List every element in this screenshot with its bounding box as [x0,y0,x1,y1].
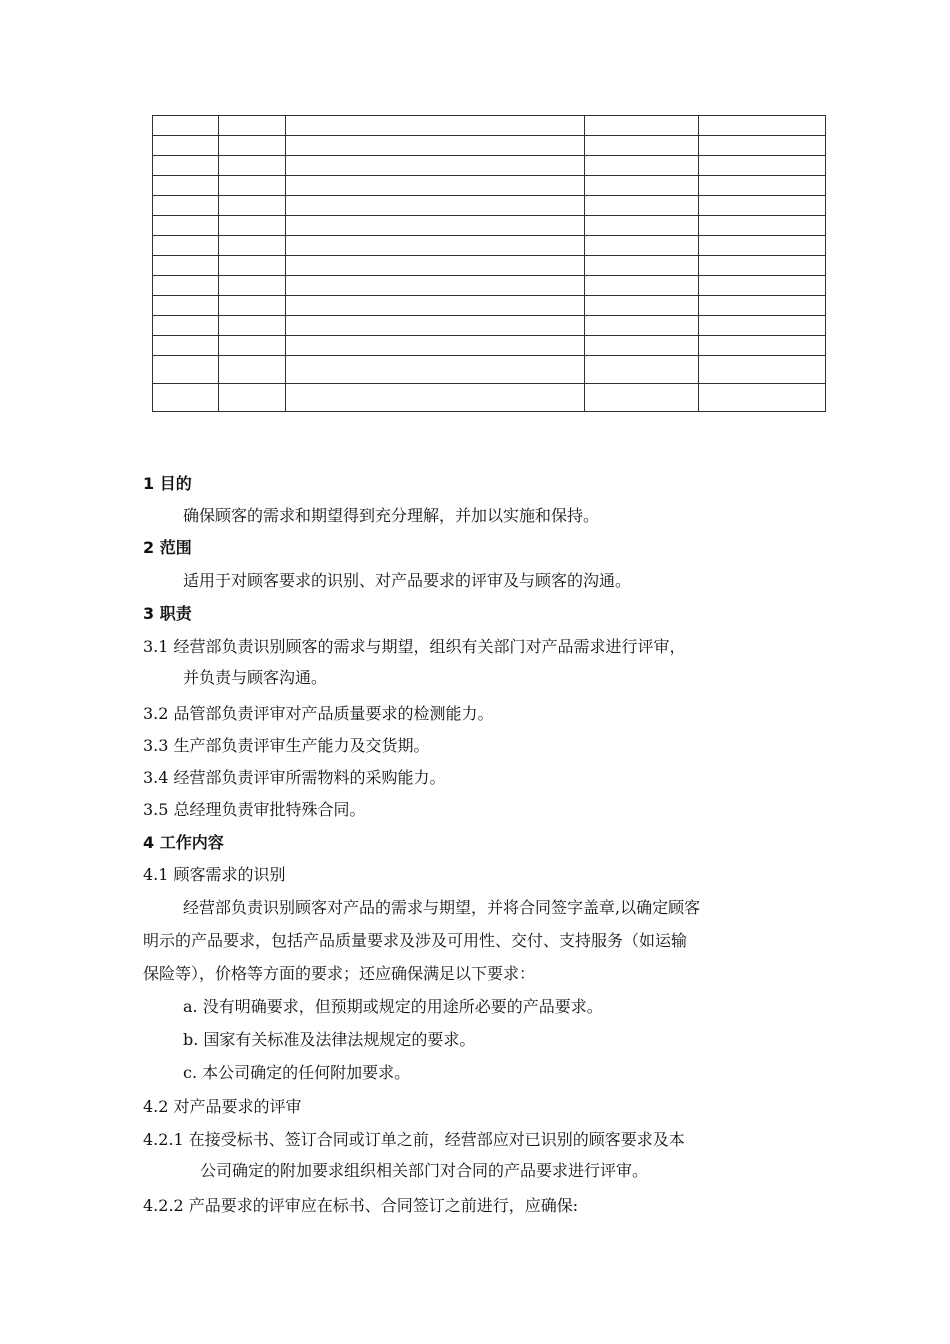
table-cell [585,256,699,276]
table-cell [219,256,286,276]
table-cell [153,156,219,176]
section-4-1-paragraph-line-2: 明示的产品要求，包括产品质量要求及涉及可用性、交付、支持服务（如运输 [143,931,688,950]
table-cell [153,236,219,256]
table-cell [286,216,585,236]
table-cell [153,384,219,412]
table-cell [219,156,286,176]
table-cell [153,256,219,276]
table-cell [153,116,219,136]
table-cell [699,276,826,296]
table-row [153,216,826,236]
table-cell [699,156,826,176]
table-cell [219,136,286,156]
section-3-item-3: 3.3 生产部负责评审生产能力及交货期。 [143,736,430,755]
table-cell [585,336,699,356]
table-cell [219,236,286,256]
table-cell [699,336,826,356]
table-row [153,276,826,296]
table-cell [699,216,826,236]
table-row [153,156,826,176]
table-cell [286,384,585,412]
table-row [153,296,826,316]
section-3-item-1-cont: 并负责与顾客沟通。 [183,668,328,687]
table-cell [585,356,699,384]
table-cell [153,136,219,156]
table-cell [286,336,585,356]
table-cell [153,316,219,336]
table-cell [219,356,286,384]
table-cell [699,316,826,336]
table-cell [585,156,699,176]
table-row [153,236,826,256]
table-row [153,136,826,156]
table-cell [219,336,286,356]
section-4-1-paragraph-line-1: 经营部负责识别顾客对产品的需求与期望，并将合同签字盖章,以确定顾客 [183,898,701,917]
table-cell [699,296,826,316]
table-cell [153,216,219,236]
section-4-1-heading: 4.1 顾客需求的识别 [143,865,286,884]
section-3-item-4: 3.4 经营部负责评审所需物料的采购能力。 [143,768,446,787]
table-row [153,316,826,336]
table-cell [585,196,699,216]
table-row [153,176,826,196]
table-cell [585,384,699,412]
table-cell [585,176,699,196]
table-cell [585,116,699,136]
table-cell [699,116,826,136]
section-4-heading: 4 工作内容 [143,833,224,852]
table-cell [286,156,585,176]
table-cell [699,384,826,412]
table-cell [286,236,585,256]
table-cell [219,384,286,412]
section-4-2-1-line-1: 4.2.1 在接受标书、签订合同或订单之前，经营部应对已识别的顾客要求及本 [143,1130,685,1149]
table-cell [699,256,826,276]
section-1-paragraph: 确保顾客的需求和期望得到充分理解，并加以实施和保持。 [183,506,600,525]
table-cell [699,136,826,156]
section-3-heading: 3 职责 [143,604,192,623]
table-cell [286,196,585,216]
table-cell [286,176,585,196]
table-cell [585,316,699,336]
section-4-2-2: 4.2.2 产品要求的评审应在标书、合同签订之前进行，应确保: [143,1196,579,1215]
section-4-1-paragraph-line-3: 保险等），价格等方面的要求；还应确保满足以下要求： [143,964,536,983]
table-cell [153,356,219,384]
list-item-c: c. 本公司确定的任何附加要求。 [183,1063,411,1082]
table-row [153,196,826,216]
table-cell [286,136,585,156]
table-cell [219,276,286,296]
table-cell [286,356,585,384]
table-cell [286,116,585,136]
table-cell [286,256,585,276]
table-row [153,356,826,384]
table-cell [153,336,219,356]
list-item-b: b. 国家有关标准及法律法规规定的要求。 [183,1030,476,1049]
table-row [153,116,826,136]
table-cell [699,356,826,384]
revision-table [152,115,826,412]
table-cell [699,176,826,196]
table-cell [585,296,699,316]
section-4-2-1-line-2: 公司确定的附加要求组织相关部门对合同的产品要求进行评审。 [200,1161,649,1180]
table-cell [585,236,699,256]
table-cell [699,236,826,256]
table-cell [219,216,286,236]
table-cell [153,176,219,196]
section-3-item-5: 3.5 总经理负责审批特殊合同。 [143,800,366,819]
table-cell [219,176,286,196]
section-2-heading: 2 范围 [143,538,192,557]
table-cell [286,316,585,336]
section-3-item-2: 3.2 品管部负责评审对产品质量要求的检测能力。 [143,704,494,723]
table-cell [219,196,286,216]
table-cell [585,216,699,236]
table-row [153,336,826,356]
table-cell [585,136,699,156]
table-row [153,256,826,276]
table-cell [219,316,286,336]
section-4-2-heading: 4.2 对产品要求的评审 [143,1097,302,1116]
table-cell [219,116,286,136]
list-item-a: a. 没有明确要求，但预期或规定的用途所必要的产品要求。 [183,997,603,1016]
table-cell [585,276,699,296]
table-cell [153,276,219,296]
table-row [153,384,826,412]
table-cell [153,296,219,316]
table-cell [286,296,585,316]
table-cell [219,296,286,316]
section-3-item-1: 3.1 经营部负责识别顾客的需求与期望，组织有关部门对产品需求进行评审， [143,637,686,656]
table-cell [286,276,585,296]
section-2-paragraph: 适用于对顾客要求的识别、对产品要求的评审及与顾客的沟通。 [183,571,632,590]
table-cell [699,196,826,216]
table-cell [153,196,219,216]
section-1-heading: 1 目的 [143,474,192,493]
